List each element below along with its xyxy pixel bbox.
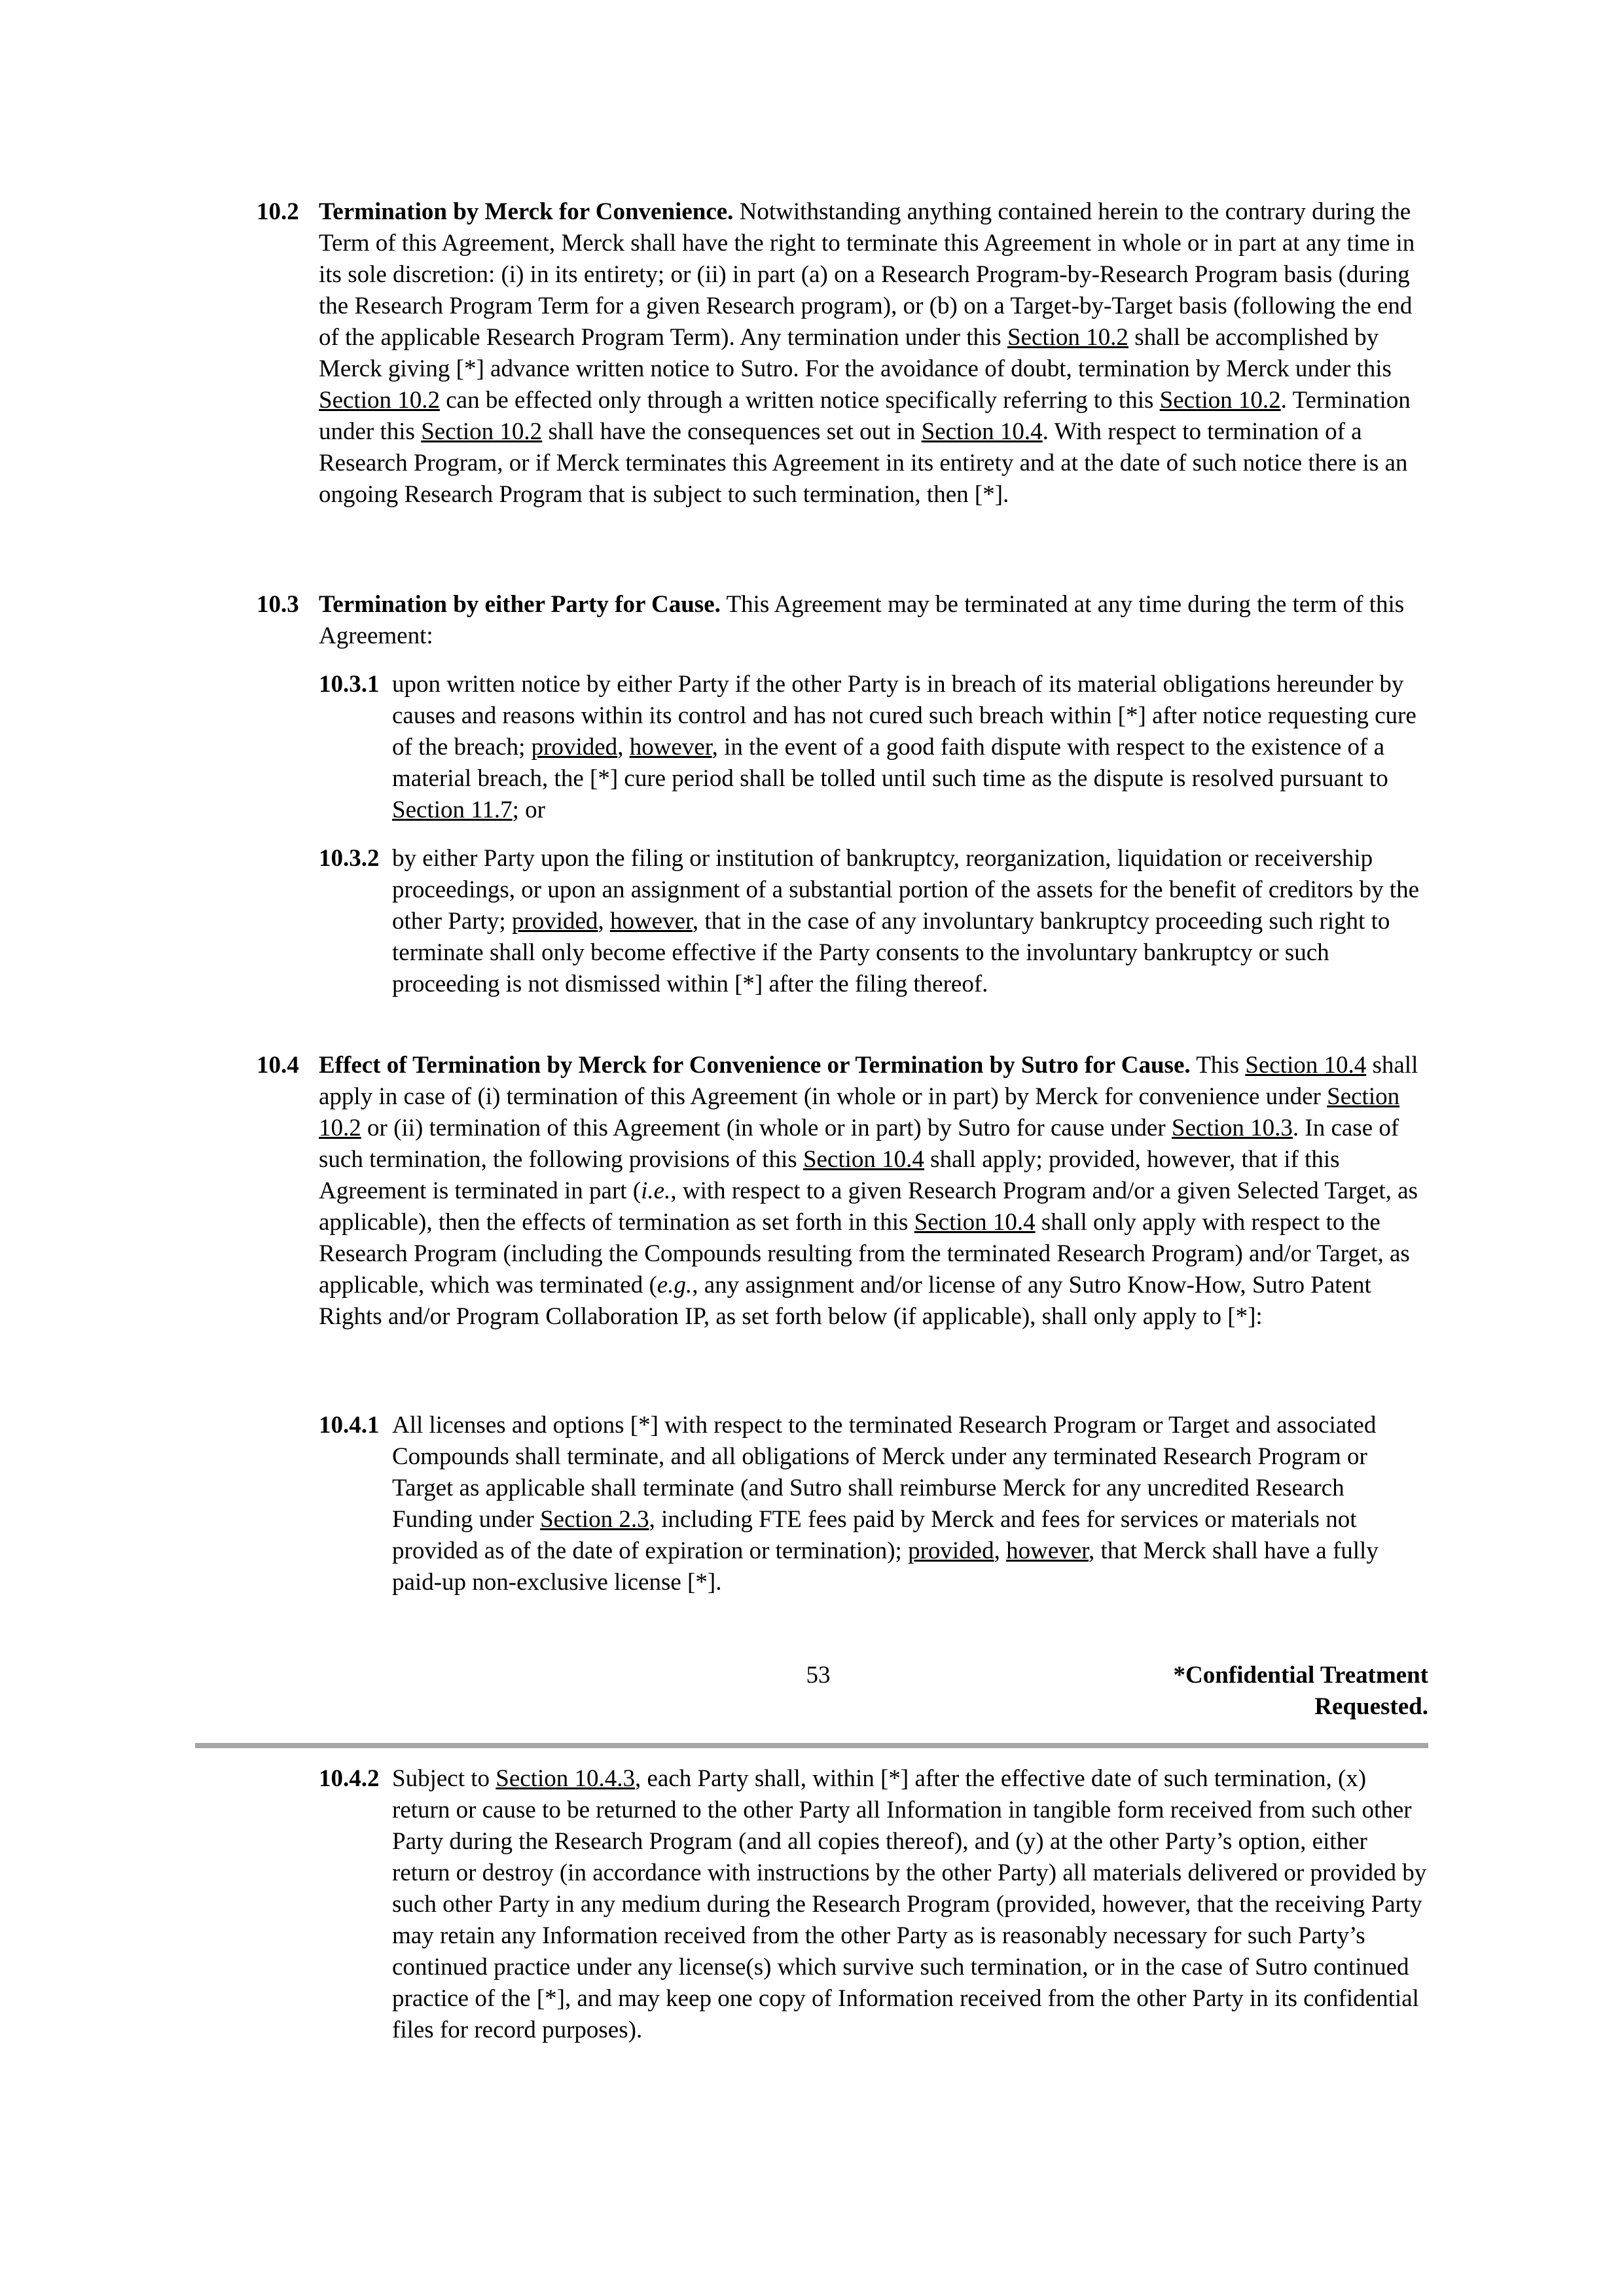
however-term: however [1006, 1537, 1089, 1564]
section-reference-link[interactable]: Section 10.3 [1171, 1115, 1293, 1141]
section-reference-link[interactable]: Section 10.4 [803, 1146, 924, 1173]
section-number: 10.3 [257, 591, 299, 618]
body-text: Notwithstanding anything contained herein to the contrary during the Term of this Agreement, Merck shall have the right to terminate this Agreement in whole or in part at any time in its sole discretion: (i) in its entirety; or (ii) in part (a) on a Research Program-by-Research Program basis (during the Research Program Term for a given Research program), or (b) on a Target-by-Target basis (following the end of the applicable Research Program Term). Any termination under this [319, 198, 1415, 351]
body-text: . Termination under this [319, 387, 1411, 445]
section-reference-link[interactable]: Section 10.2 [1159, 387, 1281, 414]
subsection-body [392, 843, 1428, 1000]
section-body [319, 196, 1428, 511]
body-text: . In case of such termination, the following provisions of this [319, 1115, 1399, 1173]
section-reference-link[interactable]: Section 10.4 [921, 418, 1043, 445]
subsection-number: 10.4.2 [319, 1765, 380, 1792]
however-term: however [629, 734, 712, 761]
section-reference-link[interactable]: Section 10.2 [319, 1083, 1400, 1141]
however-term: however [609, 908, 693, 935]
body-text: upon written notice by either Party if the other Party is in breach of its material obligations hereunder by causes and reasons within its control and has not cured such breach within [*] after notice requesting cure of the breach; [392, 671, 1416, 761]
section-reference-link[interactable]: Section 10.2 [319, 387, 440, 414]
body-text: This [1190, 1052, 1246, 1079]
section-reference-link[interactable]: Section 10.2 [421, 418, 543, 445]
body-text: shall only apply with respect to the Research Program (including the Compounds resulting from the terminated Research Program) and/or Target, as applicable, which was terminated ( [319, 1209, 1410, 1299]
subsection-number: 10.3.1 [319, 671, 380, 698]
body-text: . With respect to termination of a Research Program, or if Merck terminates this Agreement in its entirety and at the date of such notice there is an ongoing Research Program that is subject to such termination, then [*]. [319, 418, 1408, 508]
subsection-10-4-1 [319, 1410, 1428, 1598]
body-text: , that Merck shall have a fully paid-up non-exclusive license [*]. [392, 1537, 1379, 1596]
section-reference-link[interactable]: Section 10.4 [914, 1209, 1036, 1236]
body-text: , each Party shall, within [*] after the effective date of such termination, (x) return or cause to be returned to the other Party all Information in tangible form received from such other Party during the Research Program (and all copies thereof), and (y) at the other Party’s option, either return or destroy (in accordance with instructions by the other Party) all materials delivered or provided by such other Party in any medium during the Research Program (provided, however, that the receiving Party may retain any Information received from the other Party as is reasonably necessary for such Party’s continued practice under any license(s) which survive such termination, or in the case of Sutro continued practice of the [*], and may keep one copy of Information received from the other Party in its confidential files for record purposes). [392, 1765, 1427, 2043]
section-body [319, 1050, 1428, 1333]
section-body [319, 589, 1428, 652]
section-reference-link[interactable]: Section 10.2 [1007, 324, 1128, 351]
body-text: This Agreement may be terminated at any time during the term of this Agreement: [319, 591, 1405, 649]
subsection-10-4-2 [319, 1763, 1428, 2046]
confidential-line-1: *Confidential Treatment [1173, 1662, 1428, 1689]
body-text: or (ii) termination of this Agreement (in whole or in part) by Sutro for cause under [361, 1115, 1172, 1141]
section-reference-link[interactable]: Section 11.7 [392, 797, 513, 823]
section-10-3 [257, 589, 1428, 652]
body-text: , [617, 734, 630, 761]
body-text: , any assignment and/or license of any Sutro Know-How, Sutro Patent Rights and/or Program Collaboration IP, as set forth below (if applicable), shall only apply to [*]: [319, 1272, 1371, 1330]
subsection-body [392, 669, 1428, 826]
body-text: , with respect to a given Research Program and/or a given Selected Target, as applicable), then the effects of termination as set forth in this [319, 1177, 1418, 1236]
body-text: All licenses and options [*] with respect to the terminated Research Program or Target and associated Compounds shall terminate, and all obligations of Merck under any terminated Research Program or Target as applicable shall terminate (and Sutro shall reimburse Merck for any uncredited Research Funding under [392, 1412, 1377, 1533]
section-heading: Effect of Termination by Merck for Convenience or Termination by Sutro for Cause. [319, 1052, 1191, 1079]
body-text: can be effected only through a written notice specifically referring to this [439, 387, 1160, 414]
provided-term: provided [908, 1537, 994, 1564]
body-text: ; or [512, 797, 545, 823]
subsection-10-3-1 [319, 669, 1428, 826]
provided-term: provided [531, 734, 618, 761]
body-text: , [598, 908, 610, 935]
section-reference-link[interactable]: Section 10.4.3 [496, 1765, 635, 1792]
body-text: by either Party upon the filing or institution of bankruptcy, reorganization, liquidation or receivership proceedings, or upon an assignment of a substantial portion of the assets for the benefit of creditors by the other Party; [392, 845, 1420, 935]
subsection-body [392, 1763, 1428, 2046]
subsection-number: 10.4.1 [319, 1412, 380, 1439]
section-heading: Termination by Merck for Convenience. [319, 198, 734, 225]
confidential-notice [1047, 1660, 1428, 1723]
body-text: shall be accomplished by Merck giving [*] advance written notice to Sutro. For the avoidance of doubt, termination by Merck under this [319, 324, 1392, 382]
body-text: , [994, 1537, 1007, 1564]
provided-term: provided [511, 908, 598, 935]
section-number: 10.4 [257, 1052, 299, 1079]
section-heading: Termination by either Party for Cause. [319, 591, 721, 618]
body-text: Subject to [392, 1765, 496, 1792]
section-10-2 [257, 196, 1428, 511]
body-text: shall apply in case of (i) termination of this Agreement (in whole or in part) by Merck for convenience under [319, 1052, 1418, 1110]
confidential-line-2: Requested. [1314, 1693, 1428, 1720]
section-10-4 [257, 1050, 1428, 1333]
subsection-10-3-2 [319, 843, 1428, 1000]
page-number: 53 [806, 1662, 831, 1689]
italic-term: e.g. [657, 1272, 693, 1299]
italic-term: i.e. [641, 1177, 671, 1204]
section-reference-link[interactable]: Section 2.3 [540, 1506, 649, 1533]
page-divider [195, 1743, 1428, 1748]
section-number: 10.2 [257, 198, 299, 225]
body-text: shall apply; provided, however, that if this Agreement is terminated in part ( [319, 1146, 1340, 1204]
body-text: , including FTE fees paid by Merck and fees for services or materials not provided as of the date of expiration or termination); [392, 1506, 1357, 1564]
body-text: shall have the consequences set out in [542, 418, 922, 445]
body-text: , that in the case of any involuntary bankruptcy proceeding such right to terminate shall only become effective if the Party consents to the involuntary bankruptcy or such proceeding is not dismissed within [*] after the filing thereof. [392, 908, 1390, 997]
subsection-number: 10.3.2 [319, 845, 380, 872]
subsection-body [392, 1410, 1428, 1598]
body-text: , in the event of a good faith dispute with respect to the existence of a material breach, the [*] cure period shall be tolled until such time as the dispute is resolved pursuant to [392, 734, 1388, 792]
section-reference-link[interactable]: Section 10.4 [1245, 1052, 1367, 1079]
